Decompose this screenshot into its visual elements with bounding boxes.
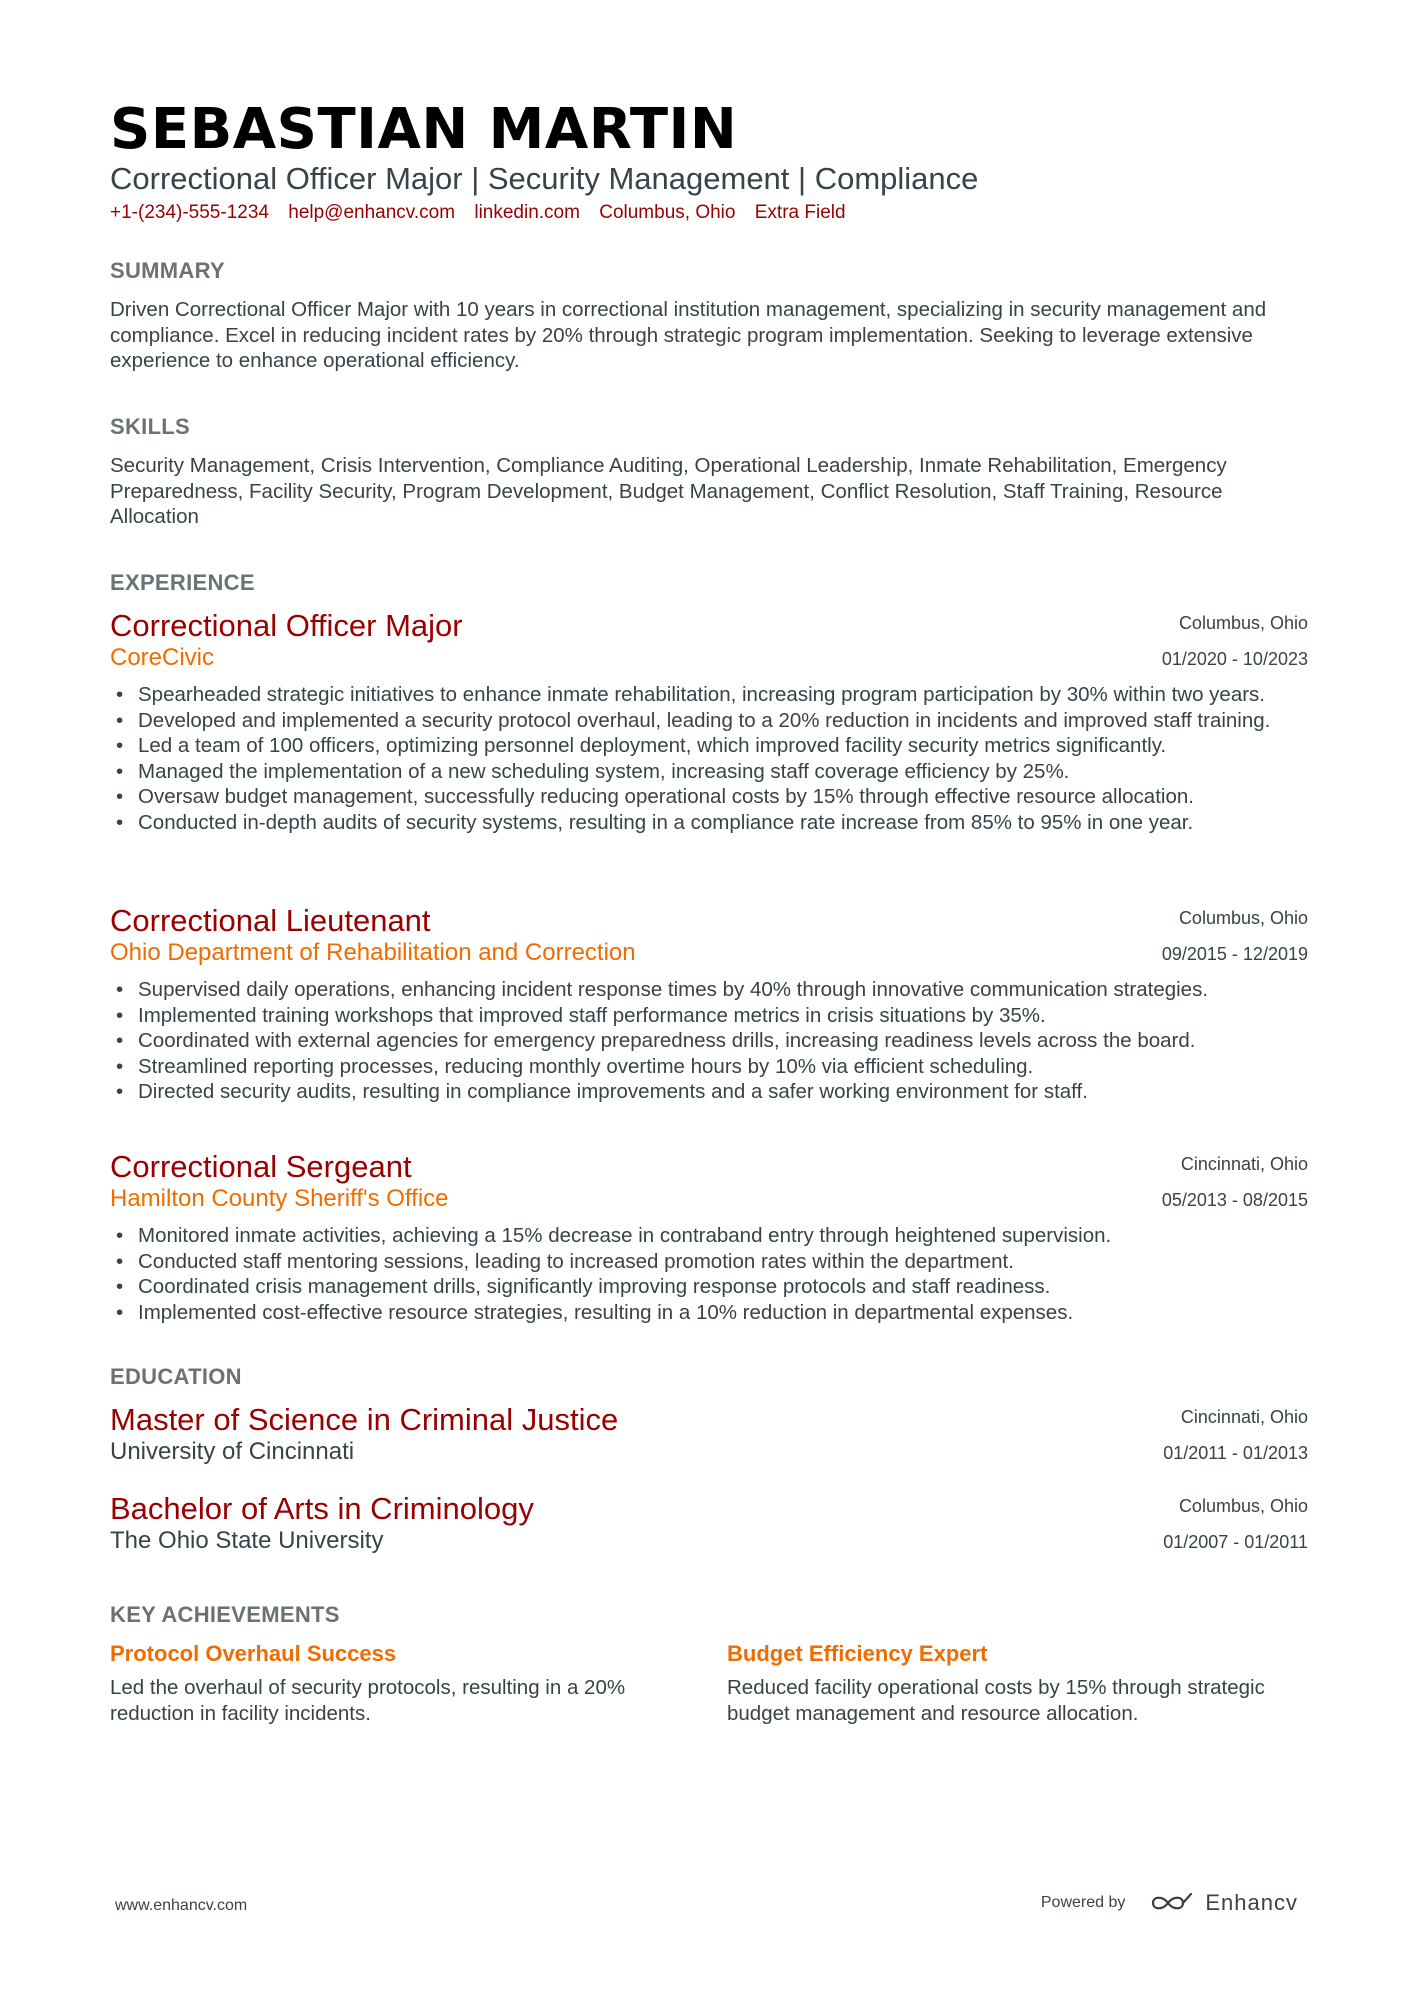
- bullet-item: • Implemented cost-effective resource strategies, resulting in a 10% reduction in departmental expenses.: [110, 1300, 1308, 1326]
- achievement-item: [110, 1639, 690, 1726]
- powered-by-label: Powered by: [1040, 1894, 1126, 1911]
- candidate-name: SEBASTIAN MARTIN: [110, 97, 738, 162]
- company-name: CoreCivic: [110, 644, 215, 671]
- job-dates: 05/2013 - 08/2015: [1161, 1190, 1308, 1210]
- bullet-item: • Implemented training workshops that improved staff performance metrics in crisis situations by 35%.: [110, 1003, 1308, 1029]
- contact-linkedin[interactable]: linkedin.com: [474, 202, 580, 223]
- brand-name: Enhancv: [1205, 1890, 1298, 1915]
- job-location: Cincinnati, Ohio: [1180, 1154, 1308, 1174]
- skills-heading: SKILLS: [110, 414, 191, 439]
- contact-extra-field: Extra Field: [754, 202, 846, 223]
- bullet-item: • Streamlined reporting processes, reducing monthly overtime hours by 10% via efficient scheduling.: [110, 1054, 1308, 1080]
- education-entry: [110, 1489, 1308, 1569]
- bullet-item: • Led a team of 100 officers, optimizing personnel deployment, which improved facility security metrics significantly.: [110, 733, 1308, 759]
- company-name: Ohio Department of Rehabilitation and Correction: [110, 939, 636, 966]
- experience-heading: EXPERIENCE: [110, 570, 255, 595]
- education-dates: 01/2007 - 01/2011: [1163, 1532, 1308, 1552]
- bullet-item: • Conducted staff mentoring sessions, leading to increased promotion rates within the department.: [110, 1249, 1308, 1275]
- bullet-item: • Monitored inmate activities, achieving a 15% decrease in contraband entry through heightened supervision.: [110, 1223, 1308, 1249]
- education-entry: [110, 1400, 1308, 1480]
- bullet-item: • Spearheaded strategic initiatives to enhance inmate rehabilitation, increasing program participation by 30% within two years.: [110, 682, 1308, 708]
- skills-text: Security Management, Crisis Intervention, Compliance Auditing, Operational Leadership, Inmate Rehabilitation, Emergency Preparedness, Facility Security, Program Development, Budget Management, Conflict Resolution, Staff Training, Resource Allocation: [110, 454, 1227, 528]
- headline: Correctional Officer Major | Security Management | Compliance: [110, 161, 979, 196]
- job-title: Correctional Lieutenant: [110, 903, 431, 938]
- achievement-item: [727, 1639, 1307, 1726]
- school-name: The Ohio State University: [110, 1527, 384, 1554]
- footer-brand[interactable]: [1041, 1885, 1298, 1921]
- bullet-item: • Oversaw budget management, successfully reducing operational costs by 15% through effective resource allocation.: [110, 784, 1308, 810]
- contact-location: Columbus, Ohio: [599, 202, 736, 223]
- job-location: Columbus, Ohio: [1178, 613, 1308, 633]
- bullet-item: • Coordinated crisis management drills, significantly improving response protocols and staff readiness.: [110, 1274, 1308, 1300]
- bullet-item: • Developed and implemented a security protocol overhaul, leading to a 20% reduction in incidents and improved staff training.: [110, 708, 1308, 734]
- job-title: Correctional Officer Major: [110, 608, 463, 643]
- education-heading: EDUCATION: [110, 1364, 242, 1389]
- achievement-title: Budget Efficiency Expert: [727, 1641, 988, 1666]
- bullet-item: • Supervised daily operations, enhancing incident response times by 40% through innovative communication strategies.: [110, 977, 1308, 1003]
- school-name: University of Cincinnati: [110, 1438, 355, 1465]
- education-location: Columbus, Ohio: [1178, 1496, 1308, 1516]
- summary-heading: SUMMARY: [110, 258, 225, 283]
- job-bullets: [110, 977, 1308, 1105]
- job-location: Columbus, Ohio: [1178, 908, 1308, 928]
- education-dates: 01/2011 - 01/2013: [1163, 1443, 1308, 1463]
- bullet-item: • Conducted in-depth audits of security systems, resulting in a compliance rate increase from 85% to 95% in one year.: [110, 810, 1308, 836]
- summary-text: Driven Correctional Officer Major with 10 years in correctional institution management, specializing in security management and compliance. Excel in reducing incident rates by 20% through strategic program implementation. Seeking to leverage extensive experience to enhance operational efficiency.: [110, 298, 1267, 372]
- achievement-title: Protocol Overhaul Success: [110, 1641, 397, 1666]
- degree-title: Master of Science in Criminal Justice: [110, 1402, 619, 1437]
- bullet-item: • Coordinated with external agencies for emergency preparedness drills, increasing readiness levels across the board.: [110, 1028, 1308, 1054]
- job-dates: 01/2020 - 10/2023: [1161, 649, 1308, 669]
- footer-url[interactable]: www.enhancv.com: [115, 1897, 248, 1914]
- job-title: Correctional Sergeant: [110, 1149, 412, 1184]
- education-location: Cincinnati, Ohio: [1180, 1407, 1308, 1427]
- contact-email[interactable]: help@enhancv.com: [288, 202, 456, 223]
- job-bullets: [110, 1223, 1308, 1325]
- achievements-heading: KEY ACHIEVEMENTS: [110, 1602, 340, 1627]
- contact-bar: [110, 200, 860, 226]
- contact-phone[interactable]: +1-(234)-555-1234: [110, 202, 269, 223]
- degree-title: Bachelor of Arts in Criminology: [110, 1491, 534, 1526]
- bullet-item: • Directed security audits, resulting in compliance improvements and a safer working environment for staff.: [110, 1079, 1308, 1105]
- company-name: Hamilton County Sheriff's Office: [110, 1185, 449, 1212]
- achievement-description: Led the overhaul of security protocols, resulting in a 20% reduction in facility incidents.: [110, 1676, 626, 1725]
- bullet-item: • Managed the implementation of a new scheduling system, increasing staff coverage efficiency by 25%.: [110, 759, 1308, 785]
- job-dates: 09/2015 - 12/2019: [1161, 944, 1308, 964]
- job-bullets: [110, 682, 1308, 835]
- achievement-description: Reduced facility operational costs by 15% through strategic budget management and resource allocation.: [727, 1676, 1265, 1725]
- enhancv-logo-icon: [1149, 1890, 1195, 1916]
